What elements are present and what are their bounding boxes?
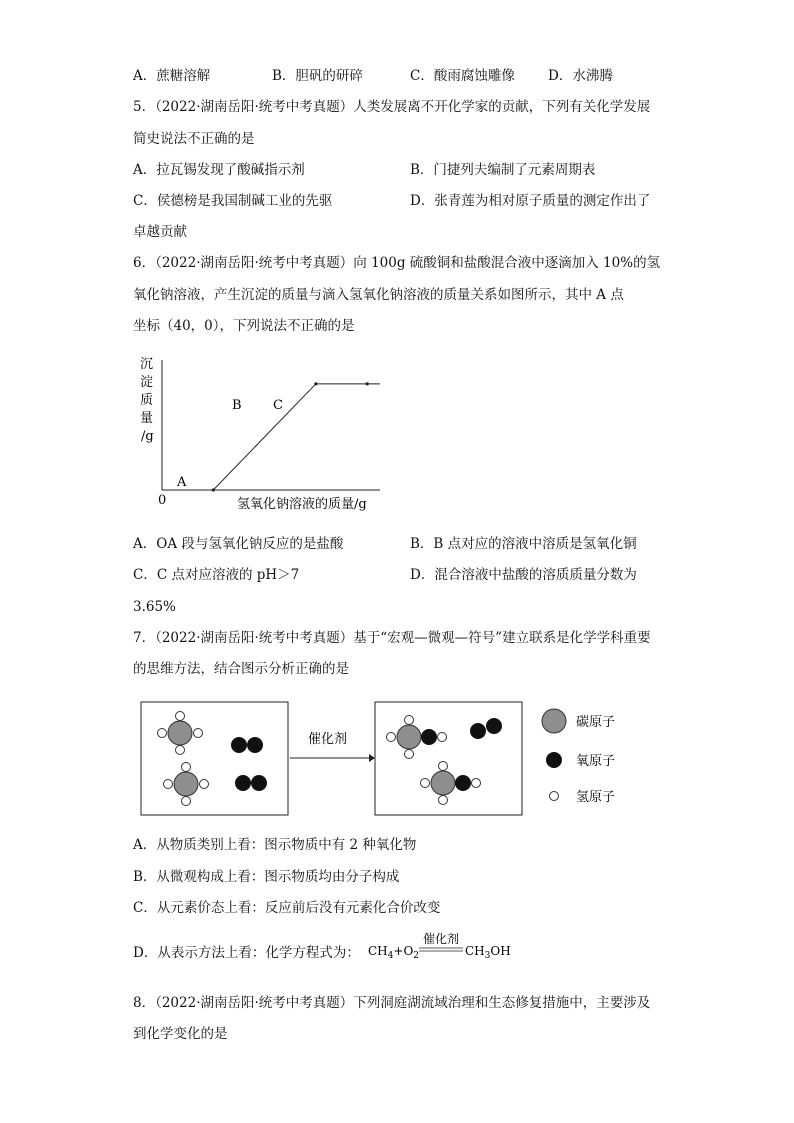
svg-text:CH4+O2 [368,944,419,961]
q6-option-c: C．C 点对应溶液的 pH＞7 [133,567,300,583]
product-box [375,702,522,815]
graph-origin-label: 0 [158,493,167,508]
q5-option-d: D．张青莲为相对原子质量的测定作出了 [410,193,651,209]
q5-stem-line1: 5．（2022·湖南岳阳·统考中考真题）人类发展离不开化学家的贡献，下列有关化学发展 [133,99,651,115]
legend-oxygen-label: 氧原子 [576,754,616,769]
q6-stem-line1: 6．（2022·湖南岳阳·统考中考真题）向 100g 硫酸铜和盐酸混合液中逐滴加入 10%的氢 [133,255,661,271]
q5-stem-line2: 简史说法不正确的是 [133,131,255,147]
graph-y-label-4: 量 [140,411,154,426]
oxygen-molecule [235,775,267,791]
reactant-box [141,702,288,815]
q4-option-c: C．酸雨腐蚀雕像 [410,68,515,84]
oxygen-atom-icon [546,752,562,768]
eq-reactant1-sub: 4 [387,951,394,961]
q5-option-a: A．拉瓦锡发现了酸碱指示剂 [133,162,305,178]
eq-product: CH [465,944,485,958]
graph-y-label-2: 淀 [140,375,154,390]
methane-molecule [158,712,203,755]
reaction-diagram [135,697,655,819]
q5-option-b: B．门捷列夫编制了元素周期表 [410,162,596,178]
q7-option-a: A．从物质类别上看：图示物质中有 2 种氧化物 [133,837,417,853]
q5-option-c: C．侯德榜是我国制碱工业的先驱 [133,193,333,209]
q8-stem-line1: 8．（2022·湖南岳阳·统考中考真题）下列洞庭湖流域治理和生态修复措施中，主要涉及 [133,995,651,1011]
q7-stem-line1: 7．（2022·湖南岳阳·统考中考真题）基于“宏观—微观—符号”建立联系是化学学科重要 [133,630,651,646]
oxygen-molecule [470,718,502,739]
methanol-molecule [421,762,481,805]
eq-reactant1: CH [368,944,388,958]
q6-option-d-cont: 3.65% [133,599,176,615]
legend-hydrogen-label: 氢原子 [576,790,616,805]
graph-y-label-1: 沉 [140,357,154,372]
q8-stem-line2: 到化学变化的是 [133,1026,228,1042]
q7-stem-line2: 的思维方法，结合图示分析正确的是 [133,661,349,677]
eq-plus-o: +O [393,944,414,958]
graph-label-a: A [177,475,187,490]
eq-product-sub: 3 [484,951,491,961]
catalyst-label: 催化剂 [308,732,348,747]
eq-product-end: OH [490,944,511,958]
legend-carbon-label: 碳原子 [576,715,616,730]
q6-option-a: A．OA 段与氢氧化钠反应的是盐酸 [133,536,344,552]
q7-option-c: C．从元素价态上看：反应前后没有元素化合价改变 [133,900,441,916]
svg-text:CH3OH [465,944,511,961]
chemical-equation [367,929,517,965]
q7-option-d [133,944,360,962]
reaction-arrowhead [369,754,375,762]
q6-stem-line3: 坐标（40，0），下列说法不正确的是 [133,318,355,334]
q6-option-b: B．B 点对应的溶液中溶质是氢氧化铜 [410,536,637,552]
hydrogen-atom-icon [550,792,559,801]
graph-label-c: C [273,398,283,413]
carbon-atom-icon [542,709,566,733]
methanol-molecule [387,716,447,759]
graph-point-a [212,488,215,491]
graph-point-b [314,382,317,385]
q6-option-d: D．混合溶液中盐酸的溶质质量分数为 [410,567,637,583]
precipitate-graph [130,352,400,522]
q4-option-d: D．水沸腾 [548,68,613,84]
graph-y-label-3: 质 [140,393,154,408]
q5-option-d-cont: 卓越贡献 [133,224,187,240]
graph-x-label: 氢氧化钠溶液的质量/g [237,497,367,512]
q6-stem-line2: 氧化钠溶液，产生沉淀的质量与滴入氢氧化钠溶液的质量关系如图所示，其中 A 点 [133,287,624,303]
graph-label-b: B [232,398,242,413]
oxygen-molecule [231,737,263,753]
eq-o-sub: 2 [413,951,420,961]
graph-point-c [366,382,369,385]
graph-y-label-5: /g [141,429,154,444]
methane-molecule [164,763,209,806]
q4-option-b: B．胆矾的研碎 [272,68,363,84]
eq-condition: 催化剂 [423,932,460,946]
q7-option-b: B．从微观构成上看：图示物质均由分子构成 [133,869,400,885]
q4-option-a: A．蔗糖溶解 [133,68,211,84]
q7-option-d-prefix: D．从表示方法上看：化学方程式为： [133,945,360,961]
